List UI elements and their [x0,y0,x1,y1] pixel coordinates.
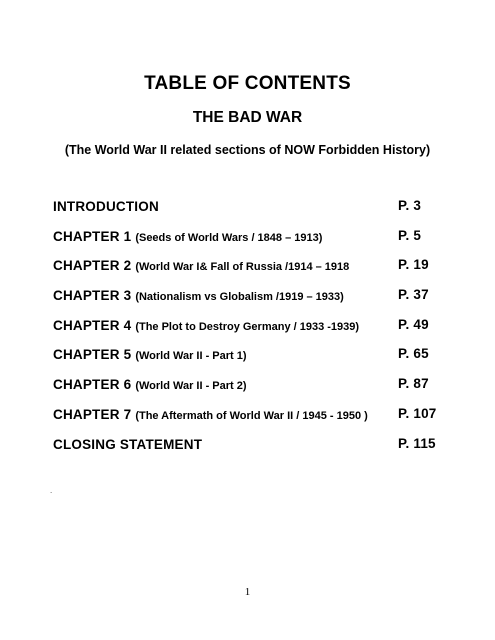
book-description: (The World War II related sections of NOW Forbidden History) [64,143,431,157]
toc-description: (World War II - Part 1) [135,350,247,363]
toc-item-chapter-4 [53,317,445,347]
toc-page-number: P. 65 [398,346,429,362]
page-title: TABLE OF CONTENTS [144,73,351,94]
toc-page-number: P. 3 [398,198,422,213]
toc-page-number: P. 5 [398,227,422,243]
toc-page-number: P. 107 [398,405,437,421]
toc-description: (World War II - Part 2) [135,380,247,393]
toc-page-number: P. 49 [398,316,429,332]
toc-label: CLOSING STATEMENT [53,436,203,452]
toc-label: CHAPTER 2 [53,258,132,274]
toc-description: (Seeds of World Wars / 1848 – 1913) [135,231,323,244]
toc-item-closing-statement [53,436,445,466]
toc-page-number: P. 19 [398,257,429,273]
toc-label: CHAPTER 6 [53,377,132,393]
toc-label: CHAPTER 1 [53,228,132,244]
toc-description: (Nationalism vs Globalism /1919 – 1933) [135,291,344,304]
book-title: THE BAD WAR [192,109,303,126]
toc-page-number: P. 87 [398,376,429,392]
toc-label: CHAPTER 7 [53,406,132,422]
toc-page-number: P. 115 [398,435,436,451]
toc-label: INTRODUCTION [53,199,159,214]
toc-item-chapter-7 [53,406,445,436]
toc-label: CHAPTER 5 [53,347,132,363]
toc-page-number: P. 37 [398,287,429,303]
toc-description: (The Plot to Destroy Germany / 1933 -1939) [135,320,360,333]
toc-label: CHAPTER 4 [53,317,132,333]
table-of-contents [53,198,445,465]
toc-item-chapter-2 [53,257,445,287]
stray-mark: . [50,486,53,495]
toc-item-chapter-6 [53,376,445,406]
toc-description: (The Aftermath of World War II / 1945 - 1950 ) [135,409,368,422]
page-number: 1 [244,586,251,598]
toc-label: CHAPTER 3 [53,288,132,304]
toc-item-chapter-5 [53,346,445,376]
toc-item-chapter-3 [53,287,445,317]
toc-description: (World War I& Fall of Russia /1914 – 1918 [135,261,350,274]
toc-item-chapter-1 [53,228,445,258]
toc-item-introduction [53,198,445,228]
